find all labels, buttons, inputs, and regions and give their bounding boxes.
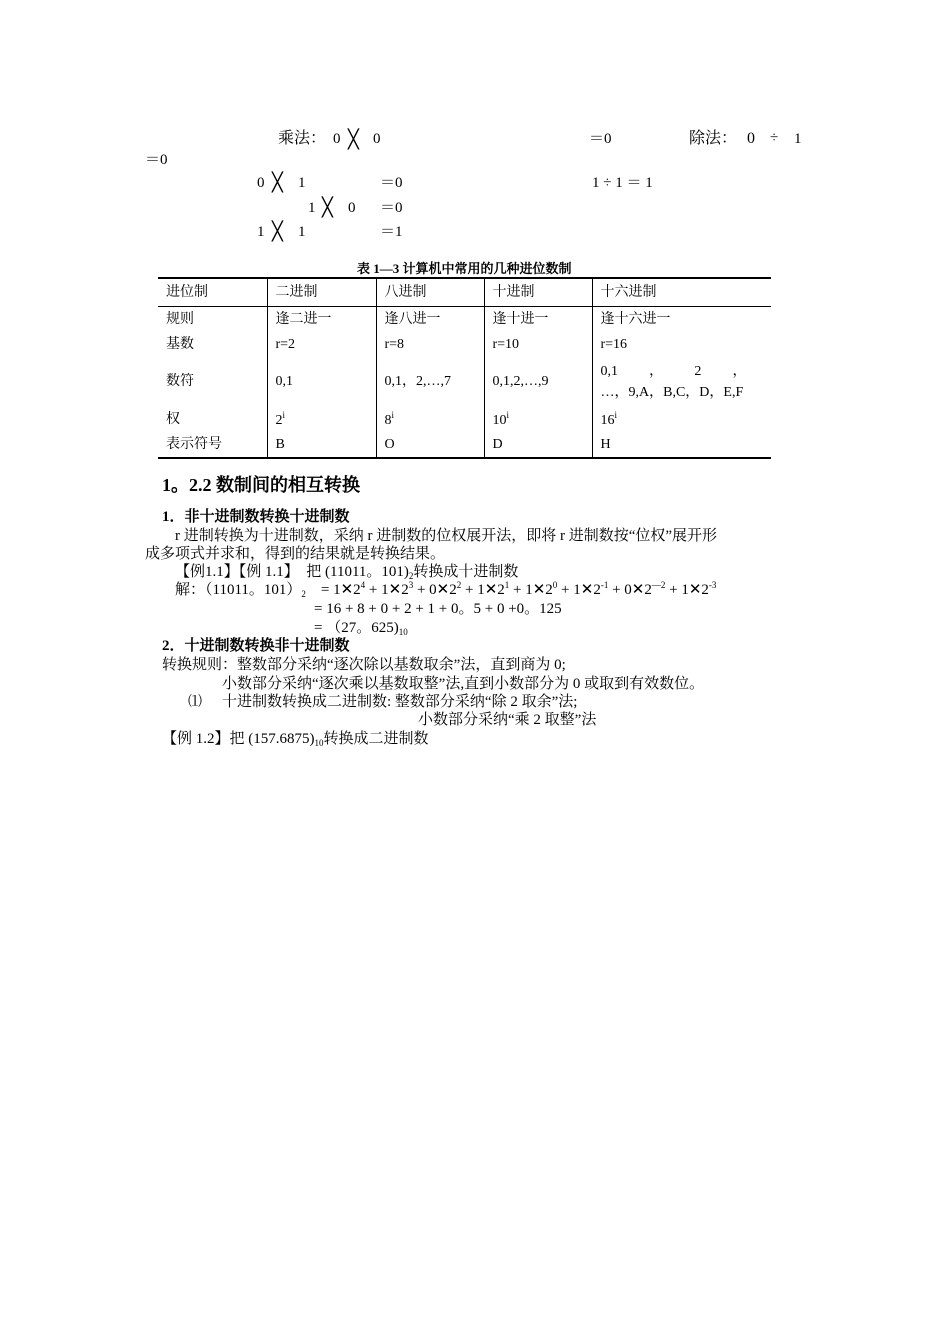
solution-line-3: = （27。$625)_{10}$ (314, 620, 408, 637)
table-cell: 10$^i$ (484, 407, 592, 432)
table-cell: 基数 (166, 336, 194, 352)
table-cell: 逢十进一 (484, 307, 592, 333)
hex-digits-line1: 0,1 ， 2 ， (600, 363, 747, 379)
table-cell: H (592, 432, 771, 458)
paragraph-line: 成多项式并求和，得到的结果就是转换结果。 (145, 546, 446, 562)
table-cell: 0,1,2,…,9 (484, 357, 592, 407)
mul3-result: ＝0 (380, 200, 403, 216)
table-row (158, 332, 771, 357)
subsection-heading-2: 2．十进制数转换非十进制数 (162, 638, 350, 654)
mul2-operand-a: 0 (257, 175, 265, 191)
solution-label: 解：（11011。101） (175, 582, 302, 598)
list-item-number: ⑴ (188, 695, 202, 710)
table-cell (592, 357, 771, 407)
multiplication-label: 乘法： (278, 130, 327, 147)
table-header-cell: 十进制 (484, 278, 592, 307)
table-cell: 逢二进一 (267, 307, 376, 333)
times-sign: ╳ (272, 172, 283, 192)
table-header-cell: 二进制 (267, 278, 376, 307)
table-cell: 2$^i$ (267, 407, 376, 432)
table-cell: 0,1 (267, 357, 376, 407)
mul4-result: ＝1 (380, 224, 403, 240)
rule-line-2: 小数部分采纳“逐次乘以基数取整”法,直到小数部分为 0 或取到有效数位。 (222, 676, 705, 692)
paragraph-line: r 进制转换为十进制数，采纳 r 进制数的位权展开法，即将 r 进制数按“位权”展开形 (175, 528, 718, 544)
table-row (158, 432, 771, 458)
mul4-operand-a: 1 (257, 224, 265, 240)
mul1-operand-b: 0 (373, 131, 381, 147)
solution-line-1: 解：（11011。$101)_2$ = $1✕2^4$ + $1✕2^3$ + $0✕2^2$ + $1✕2^1$ + $1✕2^0$ + $1✕2^{-1}$ + $0✕2^{—2}$ + $1✕2^{-3}$ (175, 580, 717, 599)
table-row (158, 407, 771, 432)
division-sign: ÷ (770, 130, 779, 146)
table-cell: 数符 (166, 374, 194, 390)
list-item-text: 十进制数转换成二进制数: 整数部分采纳“除 2 取余”法; (222, 694, 578, 710)
mul1-result: ＝0 (589, 131, 612, 147)
list-item-line2: 小数部分采纳“乘 2 取整”法 (418, 712, 597, 728)
table-cell: O (376, 432, 484, 458)
table-cell: D (484, 432, 592, 458)
table-header-cell: 十六进制 (592, 278, 771, 307)
div1-result: ＝0 (145, 152, 168, 168)
mul1-operand-a: 0 (333, 131, 341, 147)
times-sign: ╳ (322, 197, 333, 217)
table-cell: 表示符号 (158, 432, 267, 458)
table-cell: 16$^i$ (592, 407, 771, 432)
expansion-expression: = $1✕2^4$ + $1✕2^3$ + $0✕2^2$ + $1✕2^1$ + $1✕2^0$ + $1✕2^{-1}$ + $0✕2^{—2}$ + $1✕2^{-3}$ (320, 580, 717, 598)
table-cell: 8$^i$ (376, 407, 484, 432)
example-1-line: 【例1.1】【例 1.1】 把 (11011。$101)_2$转换成十进制数 (175, 564, 519, 581)
subsection-heading-1: 1．非十进制数转换十进制数 (162, 509, 350, 525)
mul3-operand-a: 1 (308, 200, 316, 216)
section-heading: 1。2.2 数制间的相互转换 (162, 475, 360, 495)
table-cell: 0,1，2,…,7 (376, 357, 484, 407)
div2-expression: 1 ÷ 1 ＝ 1 (592, 175, 653, 191)
div1-operand-a: 0 (747, 130, 755, 147)
table-cell: r=16 (592, 332, 771, 357)
table-row (158, 357, 771, 407)
division-label: 除法： (689, 130, 738, 147)
rule-line-1: 转换规则：整数部分采纳“逐次除以基数取余”法，直到商为 0; (162, 657, 566, 673)
example-2-line: 【例 1.2】把 $(157.6875)_{10}$转换成二进制数 (162, 731, 429, 748)
times-sign: ╳ (348, 129, 359, 149)
table-cell: r=2 (267, 332, 376, 357)
table-cell: 权 (166, 411, 180, 427)
mul2-operand-b: 1 (298, 175, 306, 191)
table-caption: 表 1—3 计算机中常用的几种进位数制 (357, 261, 572, 276)
table-cell: 逢十六进一 (592, 307, 771, 333)
number-system-table (158, 277, 771, 459)
mul3-operand-b: 0 (348, 200, 356, 216)
times-sign: ╳ (272, 221, 283, 241)
solution-line-2: = 16 + 8 + 0 + 2 + 1 + 0。5 + 0 +0。125 (314, 601, 562, 617)
table-row (158, 307, 771, 333)
mul2-result: ＝0 (380, 175, 403, 191)
table-cell: 规则 (166, 311, 194, 327)
table-cell: r=8 (376, 332, 484, 357)
table-header-row (158, 278, 771, 307)
mul4-operand-b: 1 (298, 224, 306, 240)
table-cell: 逢八进一 (376, 307, 484, 333)
example-tags: 【例1.1】【例 1.1】 (175, 564, 299, 580)
hex-digits-line2: …，9,A，B,C，D，E,F (600, 385, 744, 400)
table-header-cell: 八进制 (376, 278, 484, 307)
table-cell: r=10 (484, 332, 592, 357)
table-cell: B (267, 432, 376, 458)
div1-operand-b: 1 (794, 131, 802, 147)
table-header-cell: 进位制 (158, 278, 267, 307)
